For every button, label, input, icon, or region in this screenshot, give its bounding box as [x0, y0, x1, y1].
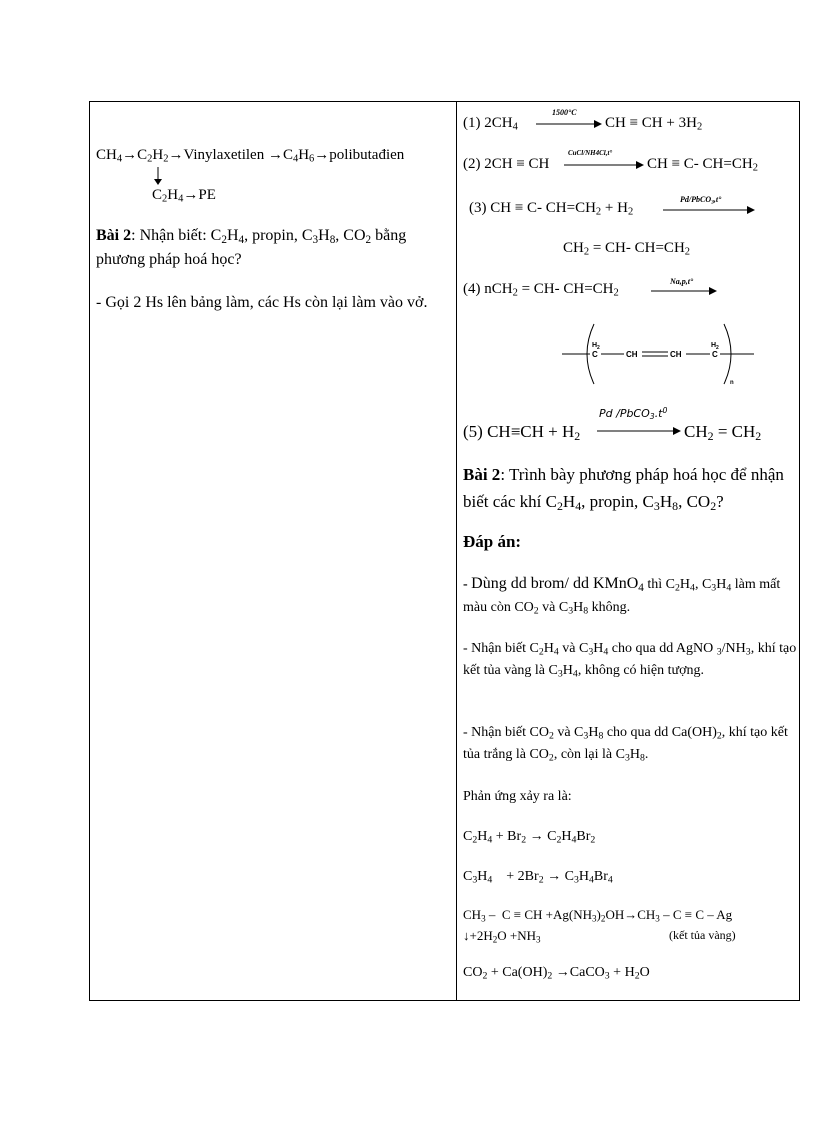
equation-3-note: (kết tủa vàng) [669, 928, 736, 942]
equation-1: $C_2H_4 + Br_2 \to C_2H_4Br_2$ [463, 829, 596, 846]
reaction-chain: $CH_4\to C_2H_2\to Vinylaxetilen$ $\to C_4H_6\to polibutađien$ [96, 147, 405, 165]
svg-text:CH: CH [626, 350, 638, 359]
teacher-instruction: - Gọi 2 Hs lên bảng làm, các Hs còn lại làm vào vở. [96, 294, 428, 311]
reaction-3-lhs: (3) CH ≡ C- $CH=CH_2 + H_2$ [469, 200, 634, 218]
reaction-5-rhs: $CH_2 = CH_2$ [684, 422, 762, 443]
reaction-3-product: $CH_2 = CH-$ $CH=CH_2$ [563, 240, 691, 258]
svg-text:H: H [592, 342, 598, 349]
equation-2: $C_3H_4$ + $2Br_2 \to C_3H_4Br_4$ [463, 869, 613, 886]
equation-4: $CO_2 + Ca(OH)_2$ →CaCO$_3$ + $H_2O$ [463, 965, 650, 982]
left-bai2-label: Bài 2 [96, 227, 132, 244]
right-bai2-label: Bài 2 [463, 465, 501, 484]
reactions-intro: Phản ứng xảy ra là: [463, 789, 572, 804]
reaction-5-condition: Pd $/PbCO_3.t^0$ [599, 406, 668, 421]
svg-text:n: n [730, 380, 734, 386]
reaction-chain-branch: $C_2H_4\to PE$ [152, 187, 216, 205]
reaction-3-arrow [663, 206, 755, 214]
answer-step-3: - Nhận biết $CO_2$ và $C_3H_8$ cho qua dd $Ca(OH)_2$, khí tạo kết tủa trắng là $CO_2$, còn lại là $C_3H_8$. [463, 725, 788, 764]
reaction-4-arrow [651, 287, 717, 295]
svg-text:CH: CH [670, 350, 682, 359]
answer-step-2: - Nhận biết $C_2H_4$ và $C_3H_4$ cho qua dd AgNO $_3/NH_3$, khí tạo kết tủa vàng là $C_3H_4$, không có hiện tượng. [463, 641, 797, 680]
svg-text:2: 2 [716, 345, 719, 351]
answer-step-1: - Dùng dd brom/ dd KMnO$_4$ thì $C_2H_4$, $C_3H_4$ làm mất màu còn $CO_2$ và $C_3H_8$ không. [463, 575, 781, 617]
column-divider [456, 102, 457, 1000]
reaction-3-condition: Pd/PbCO$_3$,t° [680, 195, 722, 206]
reaction-2-lhs: (2) 2CH ≡ CH [463, 156, 550, 172]
svg-text:C: C [712, 350, 718, 359]
svg-text:2: 2 [597, 345, 600, 351]
equation-3-line2: $↓+2H_2O +NH_3$ [463, 928, 541, 945]
reaction-4-condition: Na,p,t° [670, 277, 694, 286]
reaction-5-lhs: (5) $CH\equiv CH + H_2$ [463, 422, 581, 443]
reaction-1-condition: 1500°C [552, 108, 577, 117]
right-bai2-question: Bài 2: Trình bày phương pháp hoá học để nhận biết các khí $C_2H_4$, propin, $C_3H_8$, $CO_2$? [463, 465, 784, 513]
svg-text:H: H [711, 342, 717, 349]
answer-heading: Đáp án: [463, 532, 522, 551]
reaction-2-condition: CuCl/NH4Cl,t° [568, 149, 613, 157]
branch-arrow [154, 167, 162, 185]
left-bai2-question: Bài 2: Nhận biết: $C_2H_4$, propin, $C_3H_8$, $CO_2$ bằng phương pháp hoá học? [96, 227, 407, 268]
reaction-1-arrow [536, 120, 602, 128]
svg-text:C: C [592, 350, 598, 359]
equation-3-line1: $CH_3$ – C ≡ CH $+Ag(NH_3)_2OH\to CH_3 - C \equiv C - Ag$ [463, 907, 733, 924]
reaction-1-lhs: (1) $2CH_4$ [463, 115, 518, 133]
reaction-5-arrow [597, 427, 681, 435]
reaction-1-rhs: CH ≡ CH + $3H_2$ [605, 115, 703, 133]
reaction-2-arrow [564, 161, 644, 169]
reaction-4-lhs: (4) nCH$_2$ = CH- $CH=CH_2$ [463, 281, 619, 299]
polymer-structure [560, 320, 760, 386]
reaction-2-rhs: CH ≡ C- $CH=CH_2$ [647, 156, 758, 174]
content-table [89, 101, 800, 1001]
